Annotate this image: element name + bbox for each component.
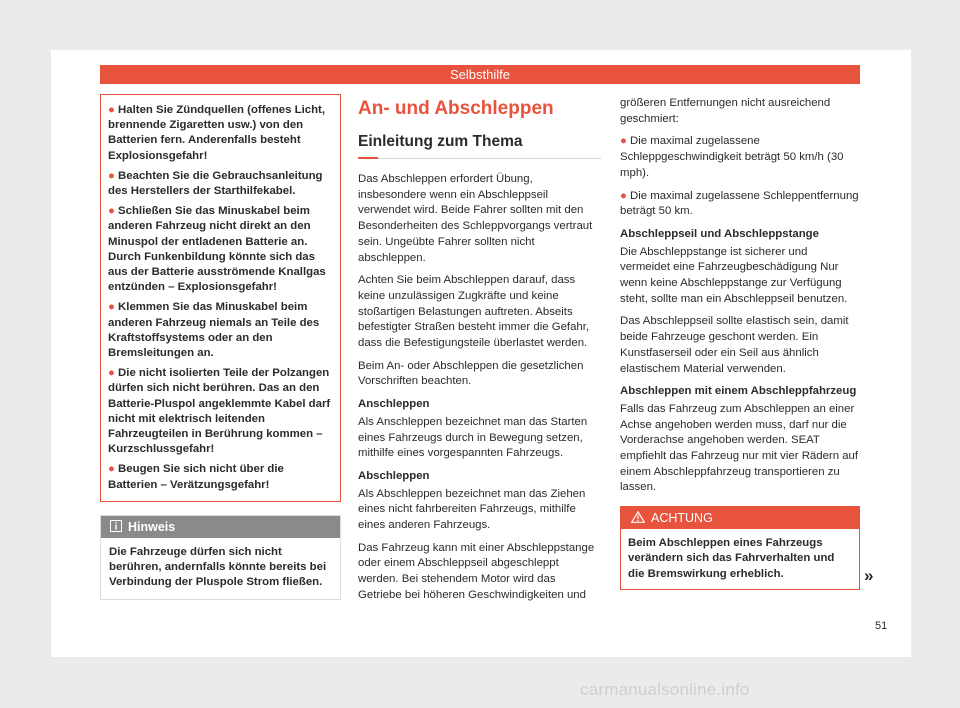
heading-seil-stange: Abschleppseil und Abschleppstange (620, 227, 819, 240)
heading-abschleppfahrzeug: Abschleppen mit einem Abschleppfahrzeug (620, 385, 857, 398)
paragraph: größeren Entfernungen nicht ausreichend geschmiert: (620, 97, 831, 125)
achtung-box (620, 506, 860, 590)
hint-header (101, 516, 340, 538)
warning-triangle-icon (631, 508, 645, 530)
paragraph: Als Abschleppen bezeichnet man das Ziehen eines nicht fahrbereiten Fahrzeugs, mithilfe eines anderen Fahrzeugs. (358, 487, 586, 532)
hint-box (100, 515, 341, 601)
bullet-icon: ● (108, 367, 119, 380)
subtitle-underline (358, 152, 601, 160)
paragraph: Das Abschleppen erfordert Übung, insbesondere wenn ein Abschleppseil verwendet wird. Beide Fahrer sollten mit den Besonderheiten des Schleppvorgangs vertraut sein. Ungeübte Fahrer sollten nicht abschleppen. (358, 173, 593, 264)
list-item: ● Die maximal zugelassene Schleppentfernung beträgt 50 km. (620, 189, 859, 218)
bullet-icon: ● (108, 104, 119, 116)
bullet-icon: ● (108, 301, 119, 314)
section-header (100, 65, 860, 84)
warning-item: ● Schließen Sie das Minuskabel beim anderen Fahrzeug nicht direkt an den Minuspol der entladenen Batterie an. Durch Funkenbildung könnte sich das aus der Batterie ausströmende Knallgas entzünden – Explosionsgefahr! (108, 205, 326, 294)
achtung-text: Beim Abschleppen eines Fahrzeugs verändern sich das Fahrverhalten und die Bremswirkung erheblich. (628, 537, 835, 580)
heading-anschleppen: Anschleppen (358, 398, 430, 411)
paragraph: Beim An- oder Abschleppen die gesetzlichen Vorschriften beachten. (358, 359, 584, 388)
body-text (358, 172, 601, 604)
continue-mark: » (864, 566, 874, 585)
achtung-title: ACHTUNG (651, 511, 713, 526)
page-number: 51 (875, 620, 888, 632)
section-title: Selbsthilfe (450, 67, 510, 82)
bullet-icon: ● (108, 205, 119, 218)
warning-item: ● Beugen Sie sich nicht über die Batterien – Verätzungsgefahr! (108, 463, 284, 491)
paragraph: Das Fahrzeug kann mit einer Abschleppstange oder einem Abschleppseil abgeschleppt werden. Bei stehendem Motor wird das Getriebe bei höheren Geschwindigkeiten und (358, 541, 595, 601)
hint-title: Hinweis (128, 519, 176, 534)
right-column (620, 96, 860, 590)
paragraph: Falls das Fahrzeug zum Abschleppen an einer Achse angehoben werden muss, darf nur die Vorderachse angehoben werden. SEAT empfiehlt das Fahrzeug nur mit vier Rädern auf einem Abschleppfahrzeug transportieren zu lassen. (620, 402, 859, 494)
chapter-title: An- und Abschleppen (358, 98, 554, 119)
bullet-icon: ● (108, 463, 119, 476)
warning-item: ● Die nicht isolierten Teile der Polzangen dürfen sich nicht berühren. Das an den Batterie-Pluspol angeklemmte Kabel darf nicht mit elektrisch leitenden Fahrzeugteilen in Berührung kommen – Kurzschlussgefahr! (108, 367, 331, 456)
divider-line (358, 158, 601, 159)
bullet-icon: ● (620, 135, 631, 148)
paragraph: Achten Sie beim Abschleppen darauf, dass keine unzulässigen Zugkräfte und keine stoßartigen Belastungen auftreten. Abseits befestigter Straßen besteht immer die Gefahr, dass die Befestigungsteile überlastet werden. (358, 274, 590, 350)
watermark: carmanualsonline.info (580, 680, 750, 699)
paragraph: Als Anschleppen bezeichnet man das Starten eines Fahrzeugs durch in Bewegung setzen, mithilfe eines vorgespannten Fahrzeugs. (358, 415, 588, 460)
hint-text: Die Fahrzeuge dürfen sich nicht berühren, andernfalls könnte bereits bei Verbindung der Pluspole Strom fließen. (109, 545, 327, 589)
info-icon (110, 517, 122, 539)
warning-item: ● Klemmen Sie das Minuskabel beim anderen Fahrzeug niemals an Teile des Kraftstoffsystems oder an den Bremsleitungen an. (108, 301, 320, 360)
middle-column (358, 97, 601, 611)
achtung-header (621, 507, 859, 529)
bullet-icon: ● (108, 169, 119, 182)
list-item: ● Die maximal zugelassene Schleppgeschwindigkeit beträgt 50 km/h (30 mph). (620, 135, 844, 179)
heading-abschleppen: Abschleppen (358, 469, 430, 482)
section-subtitle: Einleitung zum Thema (358, 133, 523, 150)
bullet-icon: ● (620, 189, 631, 202)
accent-line (358, 157, 378, 159)
warning-item: ● Beachten Sie die Gebrauchsanleitung des Herstellers der Starthilfekabel. (108, 169, 323, 198)
paragraph: Das Abschleppseil sollte elastisch sein, damit beide Fahrzeuge geschont werden. Ein Kunstfaserseil oder ein Seil aus ähnlich elastischem Material verwenden. (620, 315, 849, 375)
warning-item: ● Halten Sie Zündquellen (offenes Licht, brennende Zigaretten usw.) von den Batterien fern. Anderenfalls besteht Explosionsgefahr! (108, 104, 325, 162)
paragraph: Die Abschleppstange ist sicherer und vermeidet eine Fahrzeugbeschädigung Nur wenn keine Abschleppstange zur Verfügung steht, sollte man ein Abschleppseil benutzen. (620, 245, 848, 305)
left-column (100, 94, 341, 600)
warning-box (100, 94, 341, 502)
